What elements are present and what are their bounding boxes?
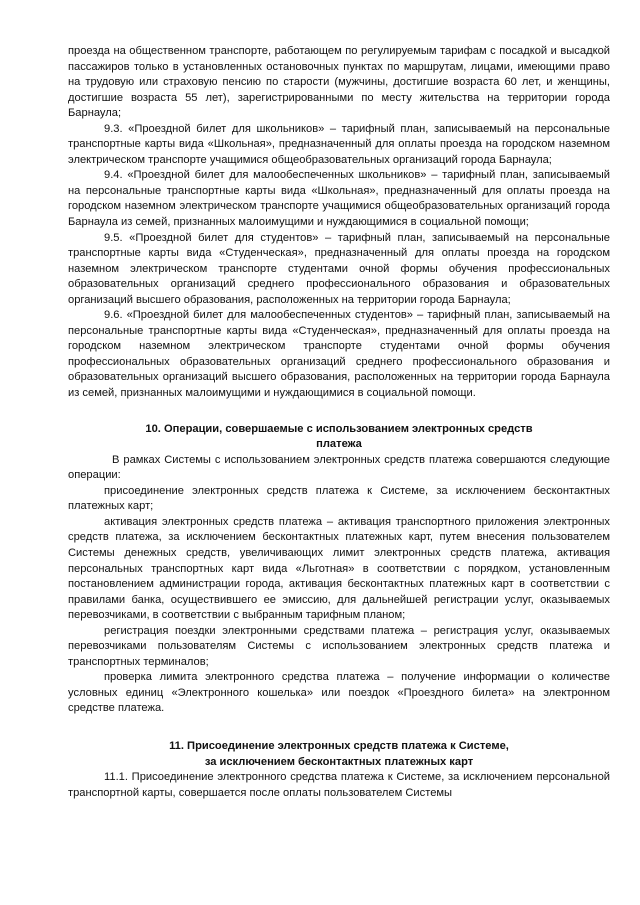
operation-connect: присоединение электронных средств платежа к Системе, за исключением бесконтактных платежных карт; bbox=[68, 484, 610, 513]
paragraph-11-1: 11.1. Присоединение электронного средства платежа к Системе, за исключением персональной транспортной карты, совершается после оплаты пользователем Системы bbox=[68, 771, 610, 799]
section-11-heading bbox=[68, 739, 610, 770]
section-10-heading-line1: 10. Операции, совершаемые с использованием электронных средств bbox=[145, 422, 533, 435]
paragraph-9-5: 9.5. «Проездной билет для студентов» – тарифный план, записываемый на персональные транспортные карты вида «Студенческая», предназначенный для оплаты проезда на городском наземном электрическом транспорте студентами очной формы обучения профессиональных образовательных организаций среднего профессионального образования и образовательных организаций высшего образования, расположенных на территории города Барнаула; bbox=[68, 231, 610, 306]
operation-activation: активация электронных средств платежа – активация транспортного приложения электронных средств платежа, за исключением бесконтактных платежных карт, путем внесения пользователем Системы денежных средств, увеличивающих лимит электронных средств платежа, активация персональных транспортных карт вида «Льготная» в соответствии с порядком, установленным постановлением администрации города, активация бесконтактных платежных карт в соответствии с правилами банка, осуществившего ее эмиссию, для дальнейшей регистрации услуг, оказываемых перевозчиками, в соответствии с выбранным тарифным планом; bbox=[68, 515, 610, 622]
section-gap bbox=[68, 717, 610, 739]
document-page bbox=[68, 44, 610, 801]
section-10-heading-line2: платежа bbox=[316, 438, 362, 451]
paragraph-9-2-continuation: проезда на общественном транспорте, работающем по регулируемым тарифам с посадкой и высадкой пассажиров только в установленных остановочных пунктах по маршрутам, лицами, имеющими право на трудовую или страховую пенсию по старости (мужчины, достигшие возраста 60 лет, и женщины, достигшие возраста 55 лет), зарегистрированными по месту жительства на территории города Барнаула; bbox=[68, 45, 610, 120]
paragraph-9-6: 9.6. «Проездной билет для малообеспеченных студентов» – тарифный план, записываемый на персональные транспортные карты вида «Студенческая», предназначенный для оплаты проезда на городском наземном электрическом транспорте студентами очной формы обучения профессиональных образовательных организаций среднего профессионального образования и образовательных организаций высшего образования, расположенных на территории города Барнаула из семей, признанных малоимущими и нуждающимися в социальной помощи. bbox=[68, 309, 610, 400]
section-11-heading-line2: за исключением бесконтактных платежных карт bbox=[204, 755, 474, 768]
section-10-intro: В рамках Системы с использованием электронных средств платежа совершаются следующие операции: bbox=[68, 453, 610, 482]
operation-registration: регистрация поездки электронными средствами платежа – регистрация услуг, оказываемых перевозчиками пользователям Системы с использованием электронных средств платежа и транспортных терминалов; bbox=[68, 624, 610, 668]
operation-limit-check: проверка лимита электронного средства платежа – получение информации о количестве условных единиц «Электронного кошелька» или поездок «Проездного билета» на электронном средстве платежа. bbox=[68, 671, 610, 715]
section-gap bbox=[68, 402, 610, 422]
section-11-heading-line1: 11. Присоединение электронных средств платежа к Системе, bbox=[169, 739, 509, 752]
paragraph-9-3: 9.3. «Проездной билет для школьников» – тарифный план, записываемый на персональные транспортные карты вида «Школьная», предназначенный для оплаты проезда на городском наземном электрическом транспорте учащимися общеобразовательных организаций города Барнаула; bbox=[68, 122, 610, 166]
section-10-heading bbox=[68, 422, 610, 453]
paragraph-9-4: 9.4. «Проездной билет для малообеспеченных школьников» – тарифный план, записываемый на персональные транспортные карты вида «Школьная», предназначенный для оплаты проезда на городском наземном электрическом транспорте учащимися общеобразовательных организаций города Барнаула из семей, признанных малоимущими и нуждающимися в социальной помощи; bbox=[68, 169, 610, 229]
